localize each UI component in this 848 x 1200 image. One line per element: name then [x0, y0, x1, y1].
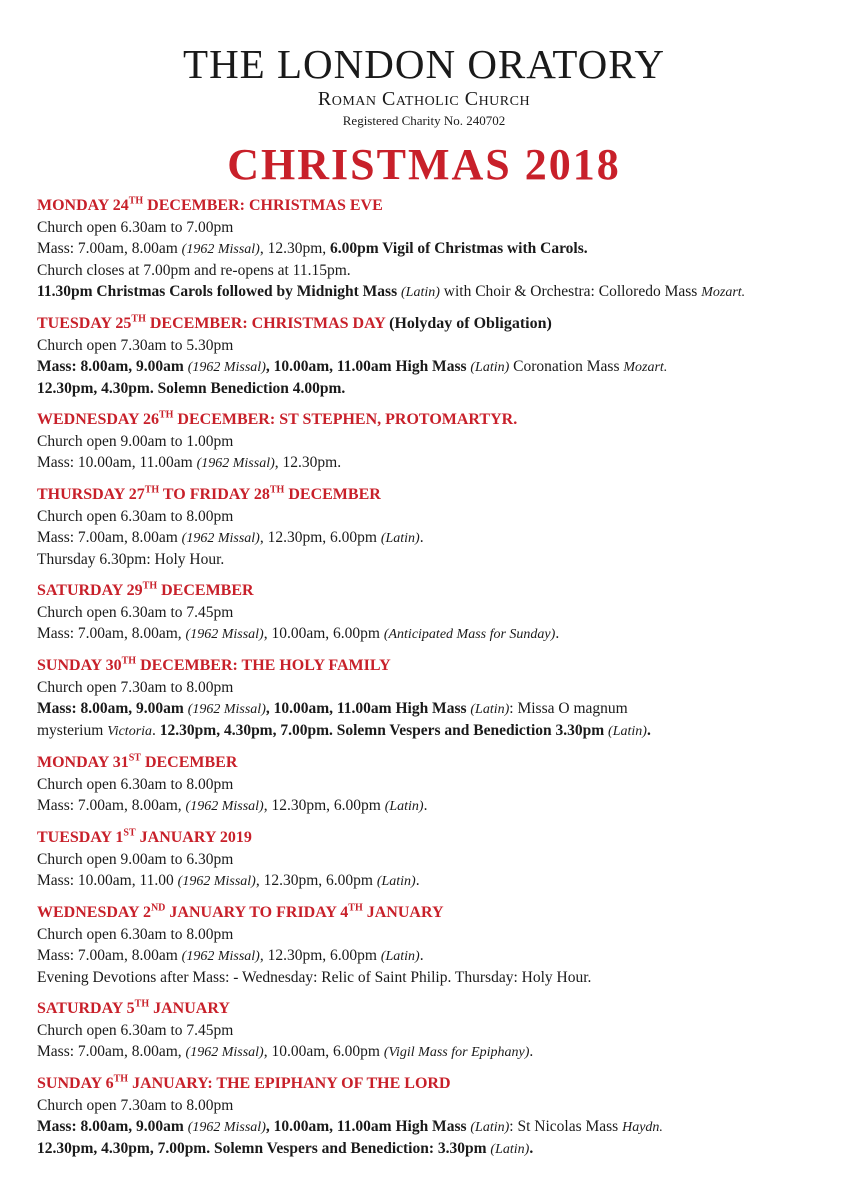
heading-text: DECEMBER: CHRISTMAS DAY	[145, 315, 390, 332]
heading-superscript: TH	[269, 484, 285, 496]
schedule-line	[37, 281, 827, 303]
heading-text: MONDAY 31	[37, 754, 129, 771]
line-text: Coronation Mass	[509, 358, 624, 375]
section-heading	[37, 827, 827, 849]
line-text: mysterium	[37, 722, 108, 739]
bold-text: 11.30pm Christmas Carols followed by Midnight Mass	[37, 283, 401, 300]
schedule-section	[37, 313, 827, 399]
bold-text: .	[646, 722, 651, 739]
schedule-section	[37, 409, 827, 474]
line-text: Church open 9.00am to 6.30pm	[37, 851, 234, 868]
line-text: Church open 6.30am to 8.00pm	[37, 508, 234, 525]
schedule-line	[37, 720, 827, 742]
heading-superscript: TH	[142, 580, 158, 592]
line-text: Mass: 7.00am, 8.00am	[37, 240, 182, 257]
schedule-line	[37, 1020, 827, 1041]
schedule-line	[37, 945, 827, 967]
schedule-line	[37, 870, 827, 892]
schedule-list	[37, 195, 827, 1170]
schedule-line	[37, 1138, 827, 1160]
heading-superscript: TH	[121, 655, 137, 667]
schedule-line	[37, 967, 827, 988]
italic-text: (1962 Missal)	[185, 1045, 264, 1060]
line-text: .	[419, 529, 424, 546]
section-heading	[37, 655, 827, 677]
line-text: , 12.30pm, 6.00pm	[263, 797, 385, 814]
italic-text: (1962 Missal)	[187, 1120, 266, 1135]
schedule-section	[37, 998, 827, 1063]
italic-text: (Latin)	[608, 724, 647, 739]
italic-text: (Latin)	[376, 874, 416, 889]
line-text: Evening Devotions after Mass: - Wednesday: Relic of Saint Philip. Thursday: Holy Hour.	[37, 969, 592, 986]
line-text: Mass: 10.00am, 11.00	[37, 872, 178, 889]
italic-text: Victoria	[107, 724, 153, 739]
italic-text: (1962 Missal)	[181, 949, 260, 964]
section-heading	[37, 313, 827, 335]
italic-text: (1962 Missal)	[185, 799, 264, 814]
heading-text: DECEMBER	[284, 486, 381, 503]
bold-text: , 10.00am, 11.00am High Mass	[265, 700, 471, 717]
schedule-line	[37, 527, 827, 549]
schedule-section	[37, 580, 827, 645]
line-text: Church open 7.30am to 8.00pm	[37, 1097, 234, 1114]
line-text: , 12.30pm, 6.00pm	[259, 947, 381, 964]
schedule-line	[37, 602, 827, 623]
heading-superscript: TH	[128, 195, 144, 207]
section-heading	[37, 752, 827, 774]
schedule-section	[37, 655, 827, 742]
section-heading	[37, 902, 827, 924]
line-text: Mass: 7.00am, 8.00am,	[37, 797, 186, 814]
italic-text: (Anticipated Mass for Sunday)	[383, 627, 556, 642]
schedule-line	[37, 356, 827, 378]
page-title: CHRISTMAS 2018	[227, 140, 621, 189]
schedule-line	[37, 1116, 827, 1138]
heading-text: JANUARY TO FRIDAY 4	[165, 904, 349, 921]
line-text: , 12.30pm, 6.00pm	[259, 529, 381, 546]
schedule-line	[37, 431, 827, 452]
heading-text: DECEMBER: THE HOLY FAMILY	[136, 657, 391, 674]
line-text: .	[415, 872, 420, 889]
section-heading	[37, 195, 827, 217]
church-subtitle: Roman Catholic Church	[317, 88, 531, 110]
heading-superscript: TH	[158, 409, 174, 421]
line-text: , 12.30pm,	[259, 240, 331, 257]
heading-text: WEDNESDAY 26	[37, 411, 159, 428]
italic-text: (Latin)	[470, 360, 510, 375]
bold-text: Mass: 8.00am, 9.00am	[37, 1118, 188, 1135]
heading-text: TUESDAY 25	[37, 315, 132, 332]
schedule-section	[37, 827, 827, 892]
line-text: with Choir & Orchestra: Colloredo Mass	[439, 283, 702, 300]
schedule-line	[37, 452, 827, 474]
italic-text: (Latin)	[380, 531, 420, 546]
line-text: Church open 6.30am to 7.45pm	[37, 1022, 234, 1039]
section-heading	[37, 1073, 827, 1095]
heading-superscript: ST	[128, 752, 141, 764]
line-text: .	[423, 797, 428, 814]
charity-number: Registered Charity No. 240702	[342, 113, 506, 128]
italic-text: (Latin)	[380, 949, 420, 964]
schedule-line	[37, 774, 827, 795]
italic-text: Mozart.	[623, 360, 668, 375]
heading-superscript: TH	[134, 998, 150, 1010]
line-text: , 12.30pm.	[274, 454, 342, 471]
heading-text: SATURDAY 29	[37, 582, 143, 599]
italic-text: (Latin)	[490, 1142, 530, 1157]
section-heading	[37, 484, 827, 506]
heading-text: DECEMBER	[157, 582, 254, 599]
line-text: Mass: 7.00am, 8.00am,	[37, 625, 186, 642]
section-heading	[37, 998, 827, 1020]
schedule-section	[37, 195, 827, 303]
schedule-line	[37, 506, 827, 527]
heading-superscript: ND	[150, 902, 166, 914]
line-text: .	[529, 1043, 534, 1060]
heading-text: TO FRIDAY 28	[159, 486, 270, 503]
heading-text: THURSDAY 27	[37, 486, 145, 503]
heading-superscript: TH	[113, 1073, 129, 1085]
heading-text: JANUARY	[149, 1000, 230, 1017]
line-text: Thursday 6.30pm: Holy Hour.	[37, 551, 225, 568]
italic-text: (1962 Missal)	[187, 702, 266, 717]
bold-text: 12.30pm, 4.30pm, 7.00pm. Solemn Vespers and Benediction 3.30pm	[159, 722, 609, 739]
line-text: Church closes at 7.00pm and re-opens at 11.15pm.	[37, 262, 351, 279]
heading-text: WEDNESDAY 2	[37, 904, 151, 921]
bold-text: 12.30pm, 4.30pm, 7.00pm. Solemn Vespers and Benediction: 3.30pm	[37, 1140, 491, 1157]
italic-text: (Latin)	[470, 1120, 510, 1135]
heading-text: TUESDAY 1	[37, 829, 124, 846]
bold-text: Mass: 8.00am, 9.00am	[37, 700, 188, 717]
italic-text: (1962 Missal)	[187, 360, 266, 375]
heading-text: (Holyday of Obligation)	[389, 315, 552, 332]
italic-text: (1962 Missal)	[181, 531, 260, 546]
schedule-section	[37, 484, 827, 570]
italic-text: Haydn.	[622, 1120, 663, 1135]
line-text: , 12.30pm, 6.00pm	[255, 872, 377, 889]
line-text: Church open 7.30am to 5.30pm	[37, 337, 234, 354]
schedule-line	[37, 335, 827, 356]
line-text: : Missa O magnum	[509, 700, 628, 717]
schedule-section	[37, 1073, 827, 1160]
line-text: , 10.00am, 6.00pm	[263, 1043, 384, 1060]
heading-text: MONDAY 24	[37, 197, 129, 214]
line-text: .	[419, 947, 424, 964]
line-text: , 10.00am, 6.00pm	[263, 625, 384, 642]
schedule-line	[37, 698, 827, 720]
italic-text: (1962 Missal)	[185, 627, 264, 642]
heading-text: DECEMBER: ST STEPHEN, PROTOMARTYR.	[173, 411, 518, 428]
schedule-line	[37, 1041, 827, 1063]
bold-text: 12.30pm, 4.30pm. Solemn Benediction 4.00pm.	[37, 380, 346, 397]
schedule-line	[37, 378, 827, 399]
schedule-line	[37, 795, 827, 817]
bold-text: .	[529, 1140, 534, 1157]
schedule-line	[37, 549, 827, 570]
schedule-line	[37, 217, 827, 238]
line-text: Church open 6.30am to 8.00pm	[37, 776, 234, 793]
line-text: .	[555, 625, 560, 642]
schedule-section	[37, 902, 827, 988]
organization-name: THE LONDON ORATORY	[183, 41, 665, 87]
heading-superscript: TH	[144, 484, 160, 496]
line-text: Church open 9.00am to 1.00pm	[37, 433, 234, 450]
heading-text: JANUARY	[362, 904, 444, 921]
heading-text: DECEMBER	[140, 754, 238, 771]
schedule-line	[37, 677, 827, 698]
bold-text: Mass: 8.00am, 9.00am	[37, 358, 188, 375]
bold-text: 6.00pm Vigil of Christmas with Carols.	[330, 240, 588, 257]
italic-text: (Latin)	[470, 702, 510, 717]
heading-text: SUNDAY 30	[37, 657, 122, 674]
heading-superscript: TH	[131, 313, 146, 325]
italic-text: (Latin)	[384, 799, 424, 814]
schedule-line	[37, 260, 827, 281]
bold-text: , 10.00am, 11.00am High Mass	[265, 358, 471, 375]
line-text: Mass: 7.00am, 8.00am	[37, 529, 182, 546]
line-text: Church open 6.30am to 7.00pm	[37, 219, 234, 236]
italic-text: (1962 Missal)	[177, 874, 256, 889]
schedule-line	[37, 924, 827, 945]
heading-superscript: TH	[348, 902, 363, 914]
italic-text: Mozart.	[701, 285, 746, 300]
heading-text: JANUARY: THE EPIPHANY OF THE LORD	[128, 1075, 451, 1092]
schedule-line	[37, 623, 827, 645]
schedule-line	[37, 849, 827, 870]
line-text: Mass: 7.00am, 8.00am,	[37, 1043, 186, 1060]
section-heading	[37, 409, 827, 431]
heading-superscript: ST	[123, 827, 136, 839]
italic-text: (Vigil Mass for Epiphany)	[383, 1045, 530, 1060]
section-heading	[37, 580, 827, 602]
schedule-section	[37, 752, 827, 817]
italic-text: (1962 Missal)	[181, 242, 260, 257]
schedule-line	[37, 1095, 827, 1116]
heading-text: SATURDAY 5	[37, 1000, 135, 1017]
heading-text: JANUARY 2019	[135, 829, 252, 846]
line-text: Mass: 7.00am, 8.00am	[37, 947, 182, 964]
schedule-line	[37, 238, 827, 260]
heading-text: SUNDAY 6	[37, 1075, 114, 1092]
line-text: Mass: 10.00am, 11.00am	[37, 454, 197, 471]
italic-text: (1962 Missal)	[196, 456, 275, 471]
line-text: Church open 7.30am to 8.00pm	[37, 679, 234, 696]
heading-text: DECEMBER: CHRISTMAS EVE	[143, 197, 383, 214]
italic-text: (Latin)	[401, 285, 440, 300]
line-text: Church open 6.30am to 8.00pm	[37, 926, 234, 943]
line-text: .	[152, 722, 160, 739]
line-text: : St Nicolas Mass	[509, 1118, 623, 1135]
line-text: Church open 6.30am to 7.45pm	[37, 604, 234, 621]
bold-text: , 10.00am, 11.00am High Mass	[265, 1118, 471, 1135]
